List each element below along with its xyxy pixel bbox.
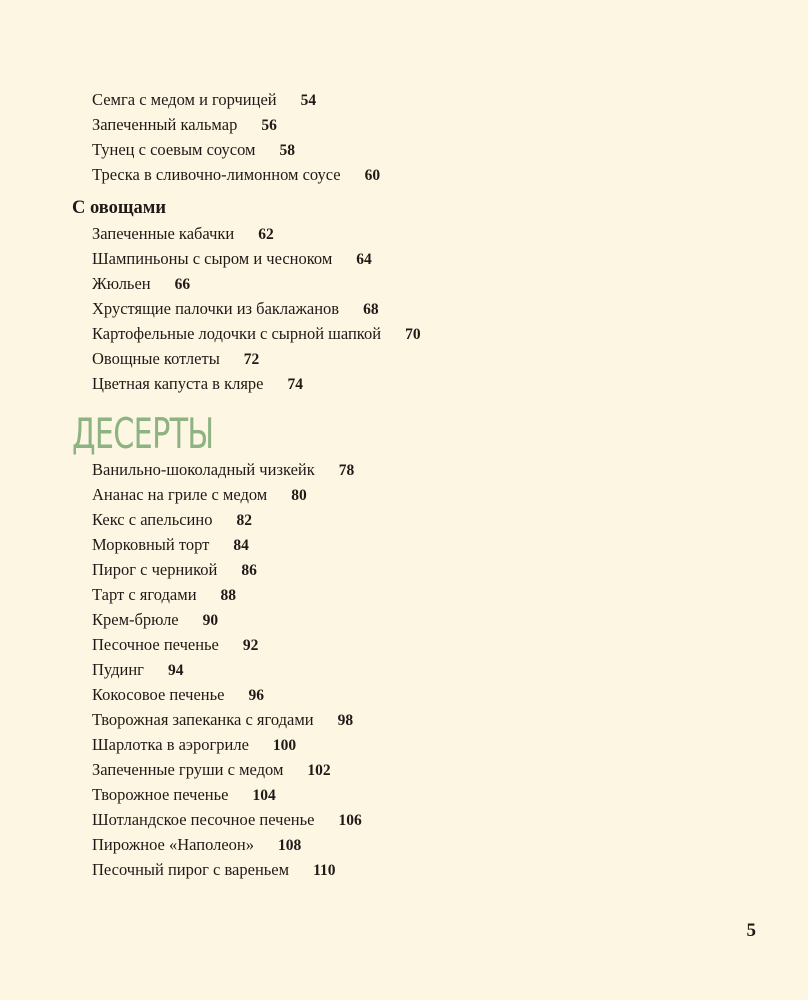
- entry-title: Творожное печенье: [92, 785, 229, 804]
- entry-title: Кекс с апельсино: [92, 510, 213, 529]
- toc-entry[interactable]: [92, 782, 276, 807]
- entry-page: 80: [291, 487, 307, 504]
- entry-page: 98: [337, 712, 354, 729]
- entry-title: Творожная запеканка с ягодами: [92, 710, 314, 729]
- subsection-heading: С овощами: [72, 198, 167, 218]
- entry-title: Шотландское песочное печенье: [92, 810, 315, 829]
- entry-page: 96: [248, 687, 264, 704]
- entry-page: 56: [261, 117, 277, 134]
- entry-page: 68: [363, 301, 379, 318]
- toc-entry[interactable]: [92, 757, 331, 782]
- entry-title: Шарлотка в аэрогриле: [92, 735, 249, 754]
- toc-entry[interactable]: [92, 246, 372, 271]
- toc-entry[interactable]: [92, 582, 236, 607]
- toc-entry[interactable]: [92, 321, 421, 346]
- toc-entry[interactable]: [92, 557, 257, 582]
- entry-page: 88: [220, 587, 237, 604]
- entry-page: 62: [258, 226, 274, 243]
- entry-page: 70: [405, 326, 421, 343]
- entry-title: Овощные котлеты: [92, 349, 220, 368]
- toc-entry[interactable]: [92, 457, 354, 482]
- entry-page: 72: [243, 351, 260, 368]
- entry-page: 102: [307, 762, 331, 779]
- toc-entry[interactable]: [92, 87, 316, 112]
- entry-title: Кокосовое печенье: [92, 685, 225, 704]
- entry-title: Цветная капуста в кляре: [92, 374, 264, 393]
- entry-page: 60: [364, 167, 381, 184]
- toc-entry[interactable]: [92, 162, 380, 187]
- entry-page: 92: [242, 637, 259, 654]
- page-number: 5: [746, 920, 756, 941]
- toc-entry[interactable]: [92, 607, 218, 632]
- entry-page: 74: [287, 376, 303, 393]
- toc-entry[interactable]: [92, 682, 264, 707]
- toc-entry[interactable]: [92, 507, 252, 532]
- toc-entry[interactable]: [92, 112, 277, 137]
- toc-entry[interactable]: [92, 807, 362, 832]
- entry-page: 58: [279, 142, 296, 159]
- entry-title: Хрустящие палочки из баклажанов: [92, 299, 340, 318]
- toc-entry[interactable]: [92, 657, 183, 682]
- entry-title: Ванильно-шоколадный чизкейк: [92, 460, 315, 479]
- entry-title: Песочный пирог с вареньем: [92, 860, 290, 879]
- entry-page: 64: [356, 251, 372, 268]
- toc-entry[interactable]: [92, 482, 307, 507]
- entry-title: Запеченный кальмар: [92, 115, 238, 134]
- entry-page: 100: [272, 737, 297, 754]
- toc-entry[interactable]: [92, 707, 353, 732]
- entry-title: Песочное печенье: [92, 635, 219, 654]
- section-heading-desserts: ДЕСЕРТЫ: [72, 409, 214, 458]
- toc-entry[interactable]: [92, 296, 379, 321]
- entry-title: Тарт с ягодами: [92, 585, 197, 604]
- toc-entry[interactable]: [92, 832, 301, 857]
- entry-page: 90: [202, 612, 219, 629]
- entry-title: Треска в сливочно-лимонном соусе: [92, 165, 341, 184]
- entry-title: Пирог с черникой: [92, 560, 218, 579]
- toc-entry[interactable]: [92, 371, 303, 396]
- entry-title: Пудинг: [92, 660, 144, 679]
- entry-page: 108: [278, 837, 302, 854]
- entry-page: 94: [167, 662, 184, 679]
- entry-title: Семга с медом и горчицей: [92, 90, 277, 109]
- entry-title: Крем-брюле: [92, 610, 179, 629]
- toc-entry[interactable]: [92, 271, 190, 296]
- entry-page: 106: [338, 812, 362, 829]
- entry-title: Запеченные груши с медом: [92, 760, 284, 779]
- entry-page: 82: [236, 512, 252, 529]
- entry-page: 54: [300, 92, 317, 109]
- toc-entry[interactable]: [92, 137, 295, 162]
- entry-title: Жюльен: [92, 274, 151, 293]
- entry-title: Пирожное «Наполеон»: [92, 835, 254, 854]
- entry-page: 84: [233, 537, 249, 554]
- entry-title: Тунец с соевым соусом: [92, 140, 256, 159]
- toc-entry[interactable]: [92, 532, 249, 557]
- toc-entry[interactable]: [92, 732, 296, 757]
- entry-title: Шампиньоны с сыром и чесноком: [92, 249, 333, 268]
- entry-page: 78: [338, 462, 355, 479]
- entry-title: Картофельные лодочки с сырной шапкой: [92, 324, 382, 343]
- entry-page: 104: [252, 787, 276, 804]
- toc-entry[interactable]: [92, 857, 335, 882]
- toc-entry[interactable]: [92, 632, 258, 657]
- entry-page: 86: [241, 562, 257, 579]
- entry-page: 66: [174, 276, 191, 293]
- entry-page: 110: [313, 862, 336, 879]
- toc-entry[interactable]: [92, 221, 274, 246]
- entry-title: Запеченные кабачки: [92, 224, 235, 243]
- entry-title: Морковный торт: [92, 535, 210, 554]
- toc-entry[interactable]: [92, 346, 259, 371]
- entry-title: Ананас на гриле с медом: [92, 485, 268, 504]
